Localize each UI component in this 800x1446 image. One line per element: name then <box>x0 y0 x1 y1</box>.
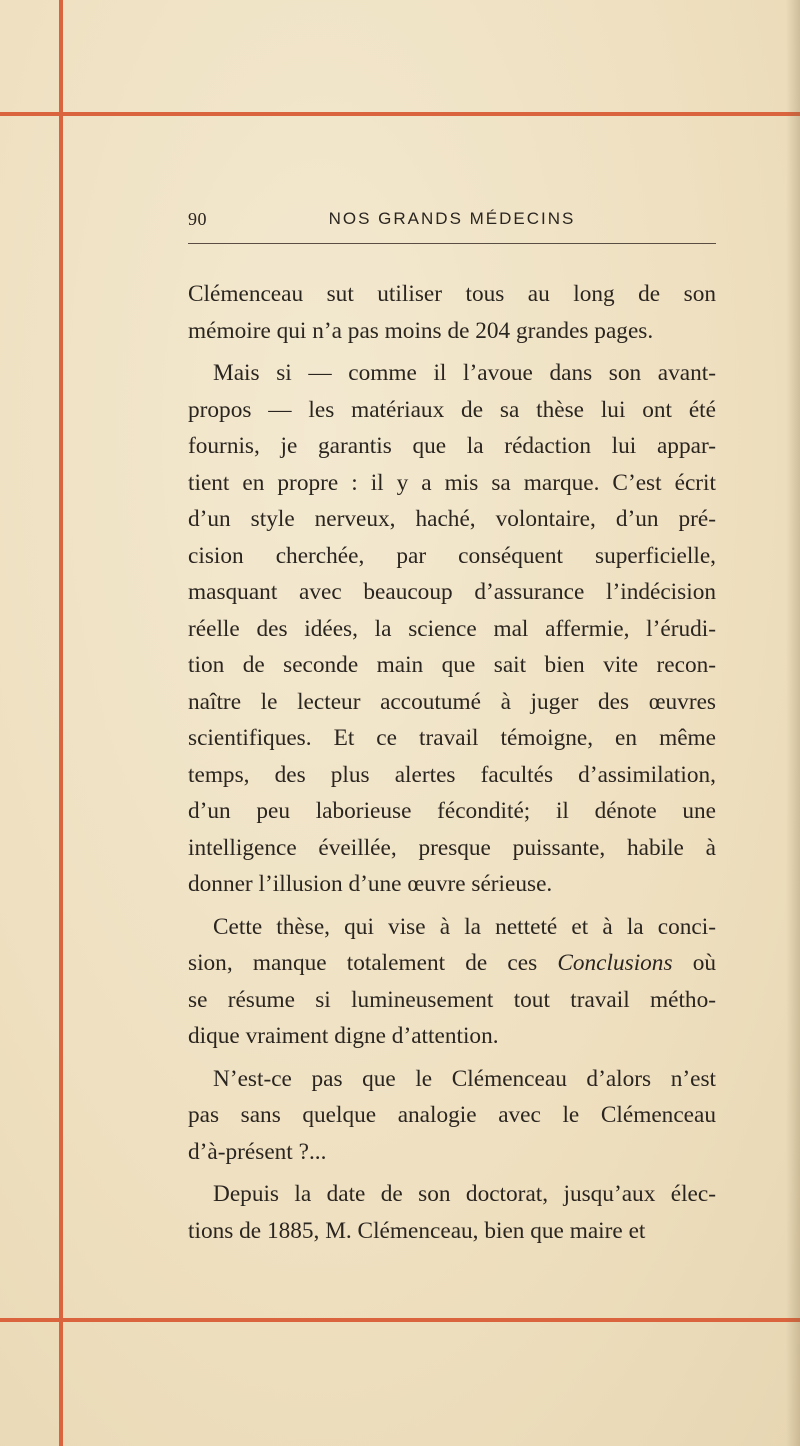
paragraph <box>188 1061 716 1171</box>
text-line: donner l’illusion d’une œuvre sérieuse. <box>188 871 553 897</box>
text-line: réelle des idées, la science mal affermie, l’érudi- <box>188 615 716 642</box>
header-rule <box>188 243 716 244</box>
text-line: Depuis la date de son doctorat, jusqu’aux élec- <box>213 1181 716 1207</box>
text-line: N’est-ce pas que le Clémenceau d’alors n’est <box>213 1065 716 1092</box>
text-line: scientifiques. Et ce travail témoigne, en même <box>188 725 716 751</box>
page-edge-shadow <box>786 0 800 1446</box>
paragraph <box>188 276 716 349</box>
text-line: d’un style nerveux, haché, volontaire, d’un pré- <box>188 506 716 532</box>
margin-rule-bottom <box>0 1318 800 1322</box>
paragraph <box>188 1176 716 1249</box>
body-text <box>188 276 716 1249</box>
text-line: d’un peu laborieuse fécondité; il dénote une <box>188 798 716 824</box>
text-line: temps, des plus alertes facultés d’assimilation, <box>188 761 716 788</box>
text-line: tion de seconde main que sait bien vite recon- <box>188 652 716 678</box>
paragraph <box>188 909 716 1055</box>
text-line: naître le lecteur accoutumé à juger des œuvres <box>188 688 716 715</box>
text-line: propos — les matériaux de sa thèse lui ont été <box>188 396 716 423</box>
text-line: masquant avec beaucoup d’assurance l’indécision <box>188 579 716 605</box>
text-line: dique vraiment digne d’attention. <box>188 1023 499 1049</box>
text-line: tions de 1885, M. Clémenceau, bien que maire et <box>188 1217 646 1244</box>
margin-rule-vertical <box>59 0 63 1446</box>
text-line: tient en propre : il y a mis sa marque. C’est écrit <box>188 469 716 496</box>
text-line: sion, manque totalement de ces Conclusions où <box>188 950 716 976</box>
text-line: Mais si — comme il l’avoue dans son avant- <box>213 360 716 386</box>
text-line: intelligence éveillée, presque puissante, habile à <box>188 834 716 861</box>
text-line: cision cherchée, par conséquent superficielle, <box>188 542 716 569</box>
text-line: Clémenceau sut utiliser tous au long de son <box>188 281 716 307</box>
margin-rule-top <box>0 112 800 116</box>
text-line: pas sans quelque analogie avec le Clémenceau <box>188 1102 716 1128</box>
text-line: Cette thèse, qui vise à la netteté et à la conci- <box>213 913 716 940</box>
text-line: fournis, je garantis que la rédaction lui appar- <box>188 433 716 459</box>
running-title: NOS GRANDS MÉDECINS <box>328 209 576 228</box>
text-line: mémoire qui n’a pas moins de 204 grandes pages. <box>188 317 654 344</box>
italic-term: Conclusions <box>557 950 673 976</box>
running-header <box>188 205 716 235</box>
text-line: d’à-présent ?... <box>188 1138 327 1165</box>
paragraph <box>188 355 716 903</box>
page-number: 90 <box>188 209 207 229</box>
text-line: se résume si lumineusement tout travail métho- <box>188 986 716 1013</box>
